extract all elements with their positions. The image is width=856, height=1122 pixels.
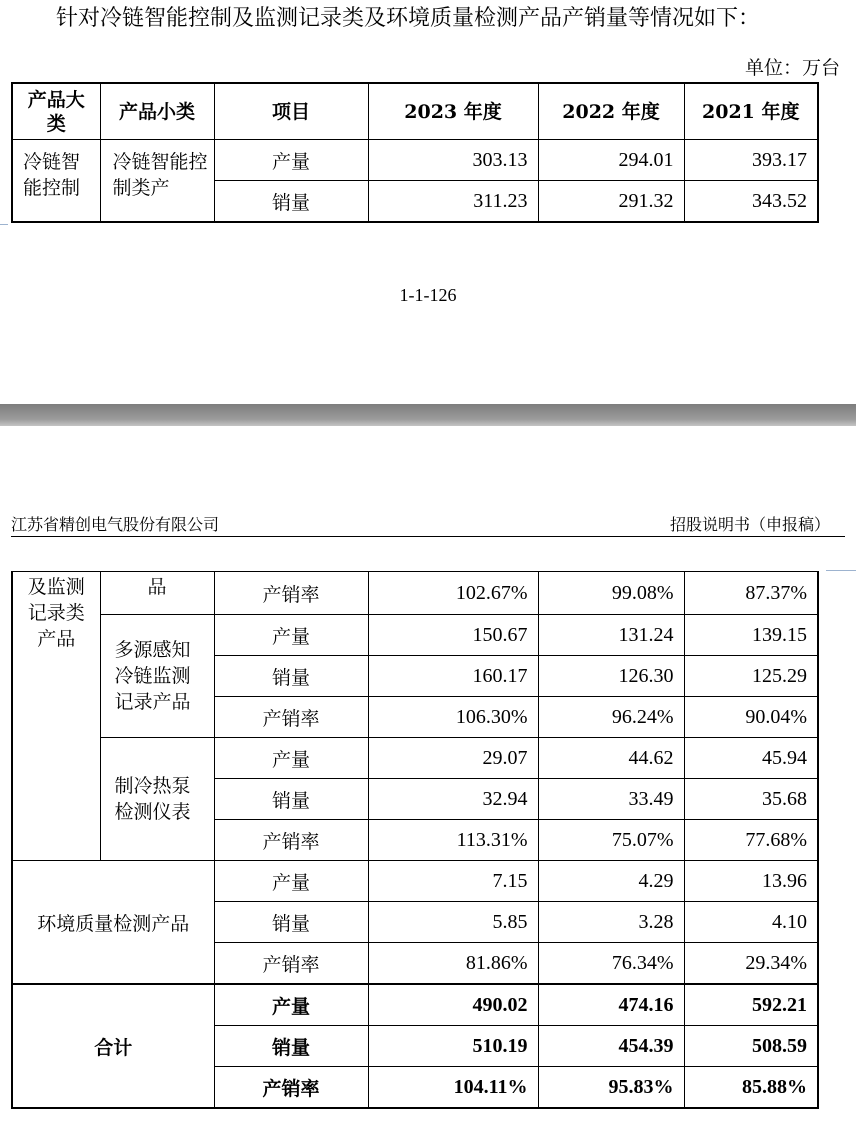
- subcategory-cell: 多源感知冷链监测记录产品: [100, 615, 214, 738]
- table-header-row: [12, 83, 818, 140]
- value-2023: 490.02: [368, 984, 538, 1026]
- value-2023: 150.67: [368, 615, 538, 656]
- category-cell: 冷链智能控制: [12, 140, 100, 223]
- subcategory-cell: 冷链智能控制类产: [100, 140, 214, 223]
- value-2022: 95.83%: [538, 1067, 684, 1109]
- value-2022: 294.01: [538, 140, 684, 181]
- item-cell: 产销率: [214, 572, 368, 615]
- intro-paragraph: 针对冷链智能控制及监测记录类及环境质量检测产品产销量等情况如下：: [56, 6, 761, 31]
- header-item: 项目: [214, 83, 368, 140]
- page-number: 1-1-126: [399, 285, 457, 305]
- value-2022: 75.07%: [538, 820, 684, 861]
- value-2021: 45.94: [684, 738, 818, 779]
- category-cell: 环境质量检测产品: [12, 861, 214, 985]
- value-2023: 303.13: [368, 140, 538, 181]
- value-2022: 96.24%: [538, 697, 684, 738]
- page-edge-mark: [0, 224, 8, 225]
- item-cell: 产销率: [214, 943, 368, 985]
- production-sales-table-part1: [11, 82, 819, 223]
- item-cell: 销量: [214, 1026, 368, 1067]
- item-cell: 销量: [214, 902, 368, 943]
- value-2021: 13.96: [684, 861, 818, 902]
- value-2022: 4.29: [538, 861, 684, 902]
- value-2022: 291.32: [538, 181, 684, 223]
- header-document-title: 招股说明书（申报稿）: [669, 515, 830, 534]
- value-2023: 113.31%: [368, 820, 538, 861]
- header-rule: [11, 536, 845, 537]
- header-2021: 2021 年度: [684, 83, 818, 140]
- value-2021: 29.34%: [684, 943, 818, 985]
- value-2021: 393.17: [684, 140, 818, 181]
- page-separator: [0, 404, 856, 426]
- item-cell: 销量: [214, 656, 368, 697]
- value-2023: 81.86%: [368, 943, 538, 985]
- item-cell: 产量: [214, 615, 368, 656]
- item-cell: 产量: [214, 738, 368, 779]
- table-row: [12, 615, 818, 656]
- value-2021: 77.68%: [684, 820, 818, 861]
- value-2023: 7.15: [368, 861, 538, 902]
- header-2023: 2023 年度: [368, 83, 538, 140]
- value-2021: 90.04%: [684, 697, 818, 738]
- item-cell: 产量: [214, 140, 368, 181]
- value-2021: 343.52: [684, 181, 818, 223]
- production-sales-table-part2: [11, 571, 819, 1109]
- item-cell: 产销率: [214, 697, 368, 738]
- value-2021: 35.68: [684, 779, 818, 820]
- value-2021: 592.21: [684, 984, 818, 1026]
- value-2023: 104.11%: [368, 1067, 538, 1109]
- item-cell: 产量: [214, 861, 368, 902]
- value-2022: 3.28: [538, 902, 684, 943]
- value-2022: 126.30: [538, 656, 684, 697]
- value-2021: 125.29: [684, 656, 818, 697]
- value-2023: 510.19: [368, 1026, 538, 1067]
- unit-label: 单位：万台: [744, 57, 840, 79]
- value-2022: 454.39: [538, 1026, 684, 1067]
- header-category: 产品大类: [12, 83, 100, 140]
- value-2023: 160.17: [368, 656, 538, 697]
- item-cell: 产量: [214, 984, 368, 1026]
- value-2023: 29.07: [368, 738, 538, 779]
- value-2022: 44.62: [538, 738, 684, 779]
- header-2022: 2022 年度: [538, 83, 684, 140]
- table-row: [12, 738, 818, 779]
- value-2022: 474.16: [538, 984, 684, 1026]
- value-2022: 131.24: [538, 615, 684, 656]
- item-cell: 产销率: [214, 1067, 368, 1109]
- value-2023: 311.23: [368, 181, 538, 223]
- value-2021: 508.59: [684, 1026, 818, 1067]
- total-label: 合计: [12, 984, 214, 1108]
- subcategory-cell: 制冷热泵检测仪表: [100, 738, 214, 861]
- table-row: [12, 572, 818, 615]
- value-2022: 76.34%: [538, 943, 684, 985]
- value-2023: 106.30%: [368, 697, 538, 738]
- total-row: [12, 984, 818, 1026]
- category-cell: 及监测记录类产品: [12, 572, 100, 861]
- value-2021: 85.88%: [684, 1067, 818, 1109]
- table-row: [12, 140, 818, 181]
- value-2023: 5.85: [368, 902, 538, 943]
- value-2021: 4.10: [684, 902, 818, 943]
- value-2023: 32.94: [368, 779, 538, 820]
- value-2022: 99.08%: [538, 572, 684, 615]
- table-row: [12, 861, 818, 902]
- header-company-name: 江苏省精创电气股份有限公司: [11, 515, 220, 534]
- value-2023: 102.67%: [368, 572, 538, 615]
- value-2022: 33.49: [538, 779, 684, 820]
- subcategory-cell: 品: [100, 572, 214, 615]
- item-cell: 销量: [214, 181, 368, 223]
- header-subcategory: 产品小类: [100, 83, 214, 140]
- item-cell: 产销率: [214, 820, 368, 861]
- value-2021: 87.37%: [684, 572, 818, 615]
- page-edge-mark: [826, 570, 856, 571]
- value-2021: 139.15: [684, 615, 818, 656]
- item-cell: 销量: [214, 779, 368, 820]
